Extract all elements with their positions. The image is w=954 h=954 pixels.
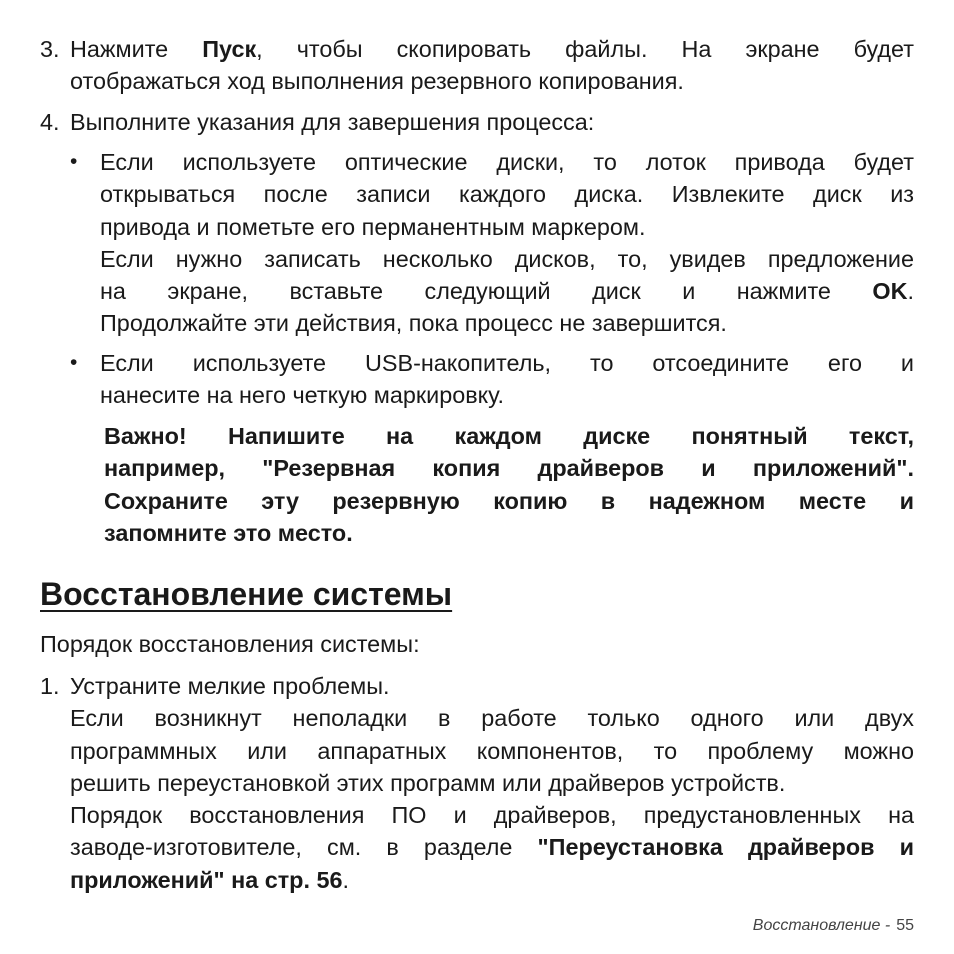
- page-footer: [753, 917, 914, 935]
- recovery-step-1-line-5: Порядок восстановления ПО и драйверов, предустановленных на: [70, 802, 914, 829]
- section-intro-line: Порядок восстановления системы:: [40, 631, 420, 657]
- step-3-line-2: отображаться ход выполнения резервного копирования.: [70, 68, 684, 95]
- bullet-2-line-2: нанесите на него четкую маркировку.: [100, 382, 505, 409]
- recovery-step-1-line-4: решить переустановкой этих программ или драйверов устройств.: [70, 769, 786, 796]
- important-line-4: запомните это место.: [104, 519, 353, 546]
- bullet-2-text: [100, 347, 914, 412]
- reinstall-link-part-2[interactable]: приложений" на стр. 56: [70, 866, 343, 893]
- important-note: [104, 420, 914, 549]
- bullet-2-line-1: Если используете USB-накопитель, то отсоедините его и: [100, 350, 914, 376]
- bullet-1-line-3: привода и пометьте его перманентным маркером.: [100, 213, 646, 240]
- section-intro: [40, 628, 914, 660]
- bullet-1-line-4: Если нужно записать несколько дисков, то, увидев предложение: [100, 245, 914, 272]
- recovery-step-1-text: [70, 670, 914, 896]
- bullet-1-line-6: Продолжайте эти действия, пока процесс не завершится.: [100, 310, 727, 337]
- recovery-step-1-line-2: Если возникнут неполадки в работе только одного или двух: [70, 705, 914, 732]
- bullet-2-marker: •: [70, 351, 78, 374]
- step-4-number: 4.: [40, 109, 60, 135]
- page-number: 55: [896, 917, 914, 934]
- reinstall-link-part-1[interactable]: "Переустановка драйверов и: [537, 834, 914, 861]
- recovery-step-1-line-6: заводе-изготовителе, см. в разделе "Переустановка драйверов и: [70, 834, 914, 861]
- step-3-line-1: Нажмите Пуск, чтобы скопировать файлы. На экране будет: [70, 36, 914, 62]
- important-line-2: например, "Резервная копия драйверов и приложений".: [104, 455, 914, 482]
- recovery-step-1-number: 1.: [40, 673, 60, 699]
- bullet-1-text: [100, 146, 914, 340]
- bullet-1-line-1: Если используете оптические диски, то лоток привода будет: [100, 149, 914, 175]
- step-4-line-1: Выполните указания для завершения процесса:: [70, 109, 595, 135]
- bullet-1-marker: •: [70, 150, 78, 173]
- important-line-3: Сохраните эту резервную копию в надежном месте и: [104, 487, 914, 514]
- bullet-1-line-5: на экране, вставьте следующий диск и нажмите OK.: [100, 278, 914, 305]
- step-4-text: [70, 106, 914, 138]
- ok-keyword: OK: [872, 278, 908, 305]
- step-3-number: 3.: [40, 36, 60, 62]
- footer-section-name: Восстановление -: [752, 917, 891, 934]
- important-line-1: Важно! Напишите на каждом диске понятный текст,: [104, 423, 914, 449]
- recovery-step-1-line-7: приложений" на стр. 56.: [70, 866, 349, 893]
- step-3-text: [70, 33, 914, 98]
- bullet-1-line-2: открываться после записи каждого диска. Извлеките диск из: [100, 181, 914, 208]
- start-keyword: Пуск: [202, 36, 257, 62]
- recovery-step-1-line-3: программных или аппаратных компонентов, то проблему можно: [70, 737, 914, 764]
- section-heading: Восстановление системы: [40, 576, 453, 612]
- recovery-step-1-line-1: Устраните мелкие проблемы.: [70, 673, 390, 699]
